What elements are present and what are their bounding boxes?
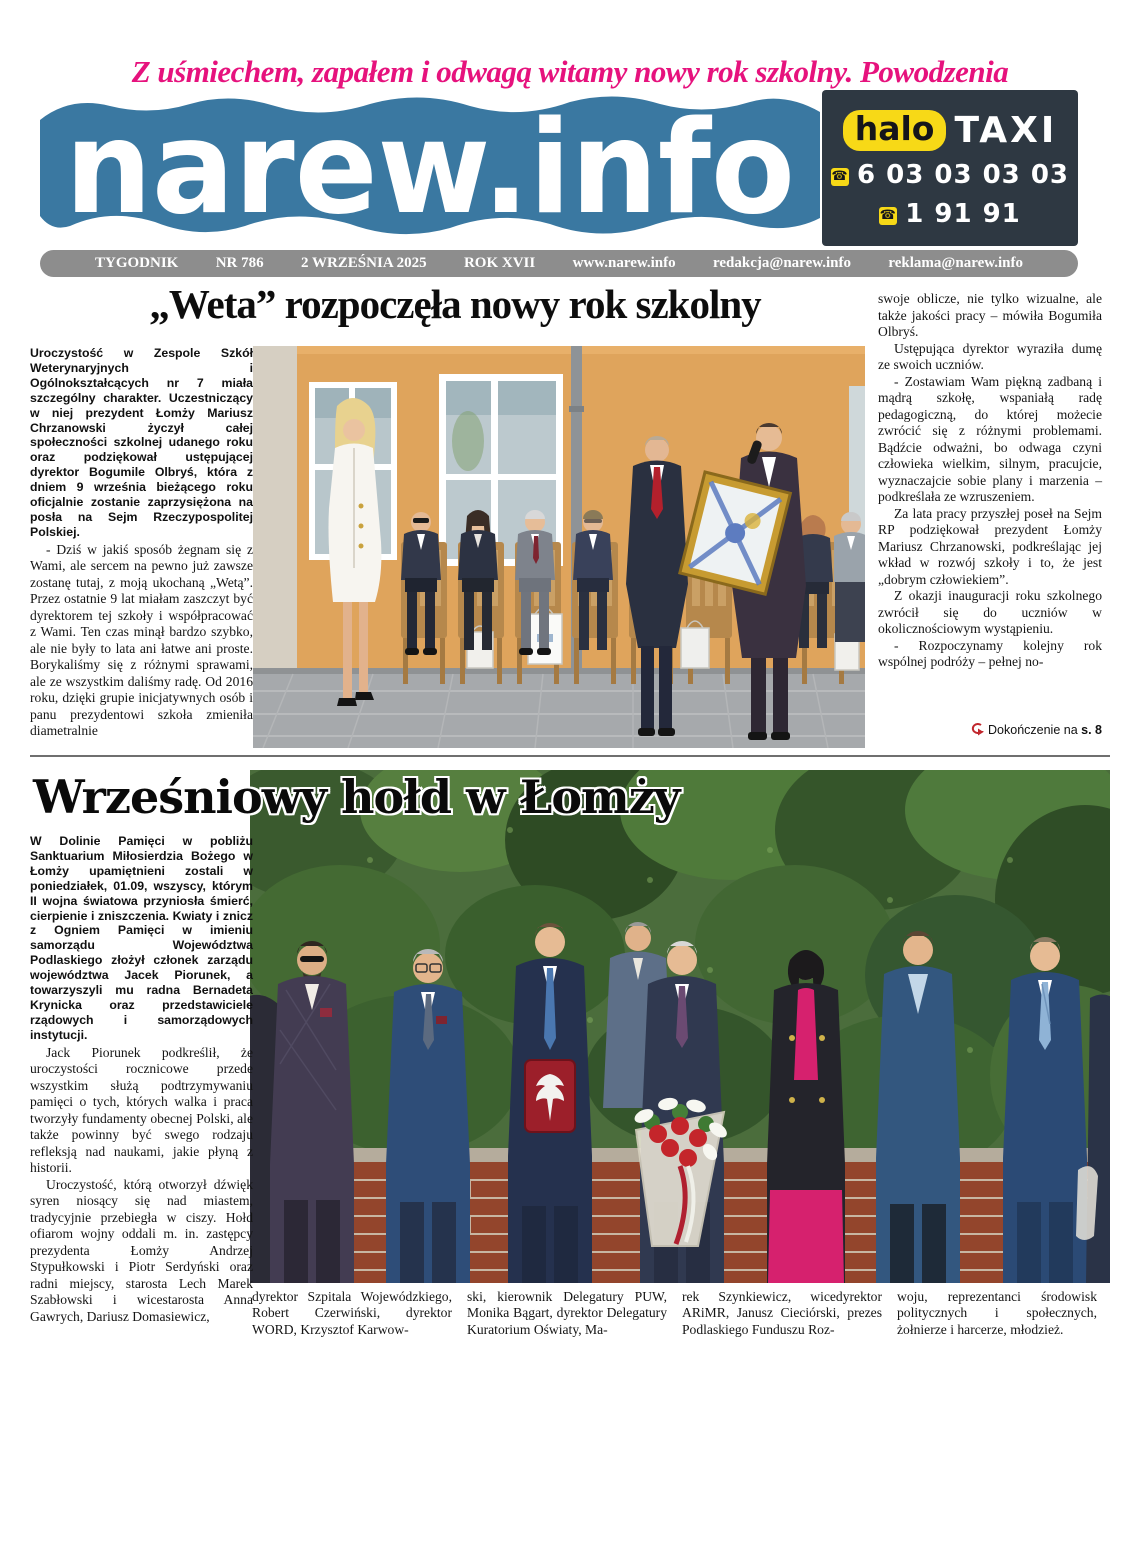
infobar-date: 2 WRZEŚNIA 2025 [300, 255, 427, 271]
infobar-year: ROK XVII [463, 255, 536, 271]
taxi-phone-2 [822, 199, 1078, 229]
infobar-email-reklama: reklama@narew.info [888, 255, 1023, 271]
article2-left-column [30, 834, 253, 1325]
article1-right-column [878, 291, 1102, 671]
article1-lead: Uroczystość w Zespole Szkół Weterynaryjnych i Ogólnokształcących nr 7 miała szczególny charakter. Uczestniczący w niej prezydent Łomży Mariusz Chrzanowski życzył całej społeczności szkolnej udanego roku oraz podziękował ustępującej dyrektor Bogumile Olbryś, która z dniem 9 września bieżącego roku oficjalnie zostanie zaprzysiężona na posła na Sejm Rzeczypospolitej Polskiej. [30, 346, 253, 539]
taxi-brand [822, 110, 1078, 151]
continuation-note [878, 723, 1102, 737]
masthead-logo [40, 90, 820, 246]
taxi-ad [822, 90, 1078, 246]
article1-paragraph: Za lata pracy przyszłej poseł na Sejm RP podziękował prezydent Łomży Mariusz Chrzanowski, podkreślając jej wkład w rozwój szkoły i to, że jest „dobrym człowiekiem”. [878, 505, 1102, 587]
taxi-phone-1-number: 6 03 03 03 03 [856, 160, 1070, 190]
taxi-word: TAXI [954, 110, 1058, 151]
article2-lead: W Dolinie Pamięci w pobliżu Sanktuarium Miłosierdzia Bożego w Łomży upamiętnieni zostali w poniedziałek, 01.09, wszyscy, którym II wojna światowa przyniosła śmierć, cierpienie i zniszczenia. Kwiaty i znicz z Ogniem Pamięci w imieniu samorządu Województwa Podlaskiego złożył członek zarządu województwa Jacek Piorunek, a towarzyszyli mu radna Bernadeta Krynicka oraz przedstawiciele rządowych i samorządowych instytucji. [30, 834, 253, 1042]
article1-left-column [30, 346, 253, 740]
eagle-plaque-icon [525, 1060, 575, 1132]
continuation-text: Dokończenie na [988, 723, 1082, 737]
man-sunglasses [270, 941, 354, 1283]
article2-paragraph: Jack Piorunek podkreślił, że uroczystości rocznicowe przede wszystkim służą podtrzymywaniu pamięci o tych, których walka i praca tworzyły fundamenty obecnej Polski, ale także powinny być swego rodzaju refleksją nad naukami, jakie płyną z historii. [30, 1044, 253, 1176]
infobar-issue-number: NR 786 [215, 255, 264, 271]
taxi-phone-1 [822, 160, 1078, 190]
phone-icon: ☎ [831, 169, 849, 184]
infobar-email-redakcja: redakcja@narew.info [713, 255, 851, 271]
article2-headline: Wrześniowy hołd w Łomży [33, 770, 680, 824]
school-ceremony-photo [253, 346, 865, 748]
caption-column: ski, kierownik Delegatury PUW, Monika Bągart, dyrektor Delegatury Kuratorium Oświaty, Ma- [467, 1289, 667, 1337]
article1-paragraph: - Zostawiam Wam piękną zadbaną i mądrą szkołę, wspaniałą radę pedagogiczną, do której możecie zwrócić się z różnymi problemami. Bądźcie odważni, bo odwaga czyni człowieka wielkim, silnym, pracujcie, wyznaczajcie sobie plany i marzenia – podkreślała ze wzruszeniem. [878, 373, 1102, 504]
man-glasses [386, 949, 470, 1283]
caption-column: dyrektor Szpitala Wojewódzkiego, Robert Czerwiński, dyrektor WORD, Krzysztof Karwow- [252, 1289, 452, 1337]
halo-badge: halo [843, 110, 947, 150]
article2-paragraph: Uroczystość, którą otworzył dźwięk syren niosący się nad miastem, tradycyjnie przebiegła w ciszy. Hołd ofiarom wojny oddali m. in. zastępcy prezydenta Łomży Andrzej Stypułkowski i Piotr Serdyński oraz radni miejscy, starosta Lech Marek Szabłowski i wicestarosta Anna Gawrych, Dariusz Domasiewicz, [30, 1176, 253, 1324]
article1-photo [253, 346, 865, 748]
logo-text: narew.info [65, 94, 795, 243]
article1-paragraph: - Rozpoczynamy kolejny rok wspólnej podróży – pełnej no- [878, 637, 1102, 669]
continuation-arrow-icon [968, 723, 984, 736]
caption-column: rek Szynkiewicz, wicedyrektor ARiMR, Janusz Cieciórski, prezes Podlaskiego Funduszu Roz- [682, 1289, 882, 1337]
man-light-blue-tie [1003, 937, 1087, 1283]
woman-magenta-dress [767, 950, 845, 1283]
article1-paragraph: Ustępująca dyrektor wyraziła dumę ze swoich uczniów. [878, 340, 1102, 372]
article1-paragraph: Z okazji inauguracji roku szkolnego zwrócił się do uczniów w okolicznościowym wystąpieniu. [878, 588, 1102, 636]
top-banner: Z uśmiechem, zapałem i odwagą witamy nowy rok szkolny. Powodzenia [131, 54, 1009, 89]
man-open-collar [876, 931, 960, 1283]
memorial-ceremony-photo [250, 770, 1110, 1283]
phone-icon: ☎ [879, 208, 897, 223]
article1-left-paragraph: - Dziś w jakiś sposób żegnam się z Wami, ale sercem na pewno już zawsze zostanę tutaj, z moją ukochaną „Wetą”. Przez ostatnie 9 lat miałam zaszczyt być dyrektorem tej szkoły i współpracować z Wami. Ten czas minął bardzo szybko, ale nie były to lata ani łatwe ani proste. Borykaliśmy się z różnymi sprawami, ale ze wszystkim daliśmy radę. Od 2016 roku, dzięki grupie inicjatywnych osób i panu prezydentowi szkoła zmieniła diametralnie [30, 541, 253, 739]
continuation-page: s. 8 [1081, 723, 1102, 737]
caption-column: woju, reprezentanci środowisk politycznych i społecznych, żołnierze i harcerze, młodzież. [897, 1289, 1097, 1337]
article2-photo [250, 770, 1110, 1283]
logo-wave-icon [40, 90, 820, 246]
man-with-eagle-plaque [508, 923, 592, 1283]
infobar-tygodnik: TYGODNIK [95, 255, 179, 271]
article1-paragraph: swoje oblicze, nie tylko wizualne, ale także jakości pracy – mówiła Bogumiła Olbryś. [878, 291, 1102, 339]
issue-infobar [40, 250, 1078, 277]
taxi-phone-2-number: 1 91 91 [905, 199, 1021, 229]
section-divider [30, 755, 1110, 757]
infobar-website: www.narew.info [572, 255, 676, 271]
article2-caption-columns [252, 1289, 1112, 1338]
article1-headline: „Weta” rozpoczęła nowy rok szkolny [149, 281, 761, 327]
